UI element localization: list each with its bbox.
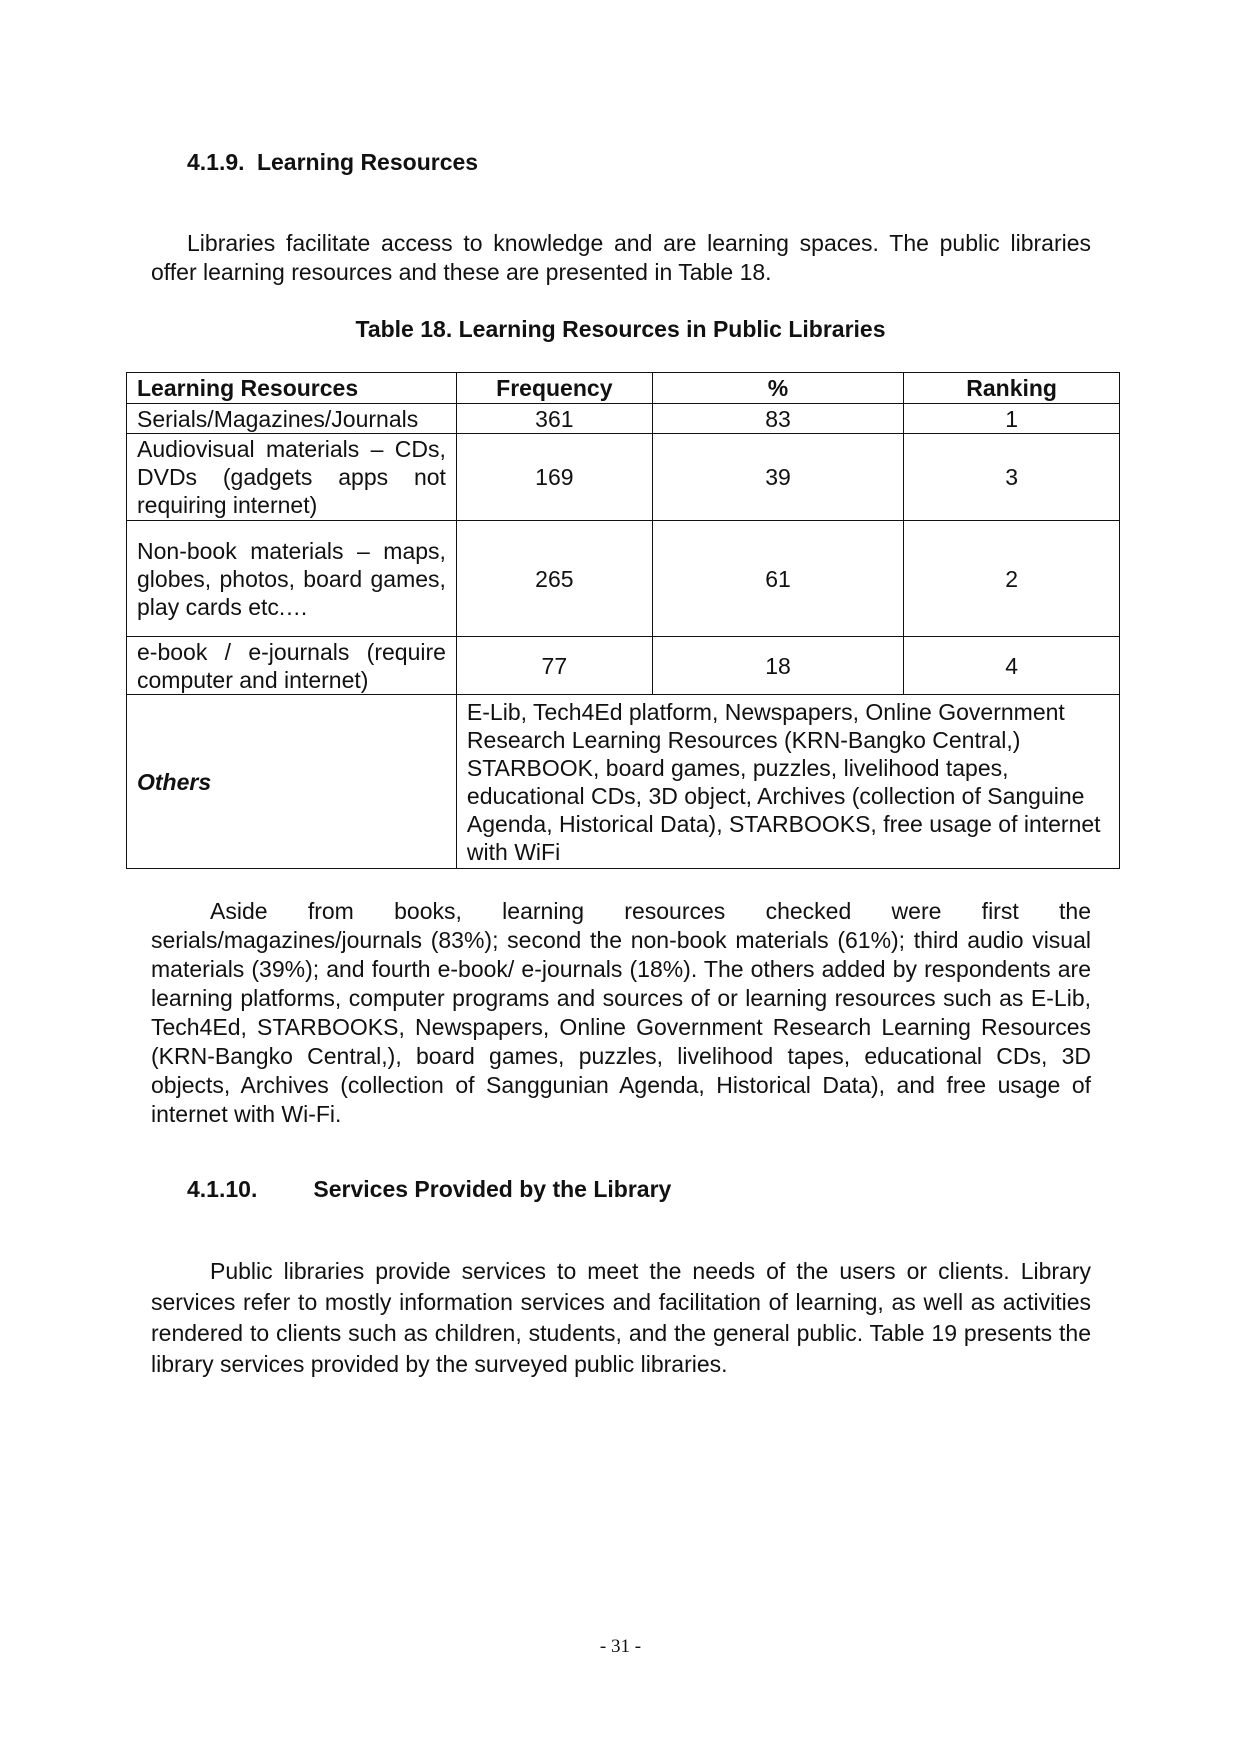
cell-percent: 61 [652, 521, 903, 637]
cell-resource: Non-book materials – maps, globes, photos, board games, play cards etc.… [127, 521, 457, 637]
learning-resources-table [126, 372, 1120, 869]
cell-resource: e-book / e-journals (require computer and internet) [127, 637, 457, 695]
cell-frequency: 361 [456, 404, 652, 434]
table-row [127, 521, 1120, 637]
section-heading-4-1-10 [187, 1176, 671, 1203]
cell-ranking: 1 [904, 404, 1120, 434]
header-ranking: Ranking [904, 373, 1120, 404]
section-title: Services Provided by the Library [313, 1176, 672, 1202]
section-number: 4.1.10. [187, 1176, 258, 1202]
section-title: Learning Resources [256, 149, 479, 175]
table-row [127, 637, 1120, 695]
header-frequency: Frequency [456, 373, 652, 404]
section-heading-4-1-9 [187, 149, 478, 176]
cell-ranking: 2 [904, 521, 1120, 637]
header-learning-resources: Learning Resources [127, 373, 457, 404]
cell-resource: Audiovisual materials – CDs, DVDs (gadgets apps not requiring internet) [127, 434, 457, 521]
cell-frequency: 265 [456, 521, 652, 637]
cell-ranking: 3 [904, 434, 1120, 521]
page-number: - 31 - [599, 1636, 642, 1657]
section-number: 4.1.9. [187, 149, 245, 175]
table-row [127, 434, 1120, 521]
header-percent: % [652, 373, 903, 404]
table-header-row [127, 373, 1120, 404]
discussion-paragraph: Aside from books, learning resources checked were first the serials/magazines/journals (83%); second the non-book materials (61%); third audio visual materials (39%); and fourth e-book/ e-journals (18%). The others added by respondents are learning platforms, computer programs and sources of or learning resources such as E-Lib, Tech4Ed, STARBOOKS, Newspapers, Online Government Research Learning Resources (KRN-Bangko Central,), board games, puzzles, livelihood tapes, educational CDs, 3D objects, Archives (collection of Sanggunian Agenda, Historical Data), and free usage of internet with Wi-Fi. [151, 898, 1091, 1127]
cell-frequency: 169 [456, 434, 652, 521]
table-row-others [127, 695, 1120, 869]
cell-frequency: 77 [456, 637, 652, 695]
table-caption: Table 18. Learning Resources in Public Libraries [355, 316, 886, 342]
cell-ranking: 4 [904, 637, 1120, 695]
cell-others-text: E-Lib, Tech4Ed platform, Newspapers, Online Government Research Learning Resources (KRN-Bangko Central,) STARBOOK, board games, puzzles, livelihood tapes, educational CDs, 3D object, Archives (collection of Sanguine Agenda, Historical Data), STARBOOKS, free usage of internet with WiFi [456, 695, 1119, 869]
cell-resource: Serials/Magazines/Journals [127, 404, 457, 434]
cell-percent: 39 [652, 434, 903, 521]
intro-paragraph-4-1-10: Public libraries provide services to meet the needs of the users or clients. Library services refer to mostly information services and facilitation of learning, as well as activities rendered to clients such as children, students, and the general public. Table 19 presents the library services provided by the surveyed public libraries. [151, 1258, 1091, 1377]
cell-percent: 18 [652, 637, 903, 695]
intro-paragraph-4-1-9: Libraries facilitate access to knowledge and are learning spaces. The public libraries offer learning resources and these are presented in Table 18. [151, 230, 1091, 285]
cell-others-label: Others [127, 695, 457, 869]
cell-percent: 83 [652, 404, 903, 434]
table-row [127, 404, 1120, 434]
